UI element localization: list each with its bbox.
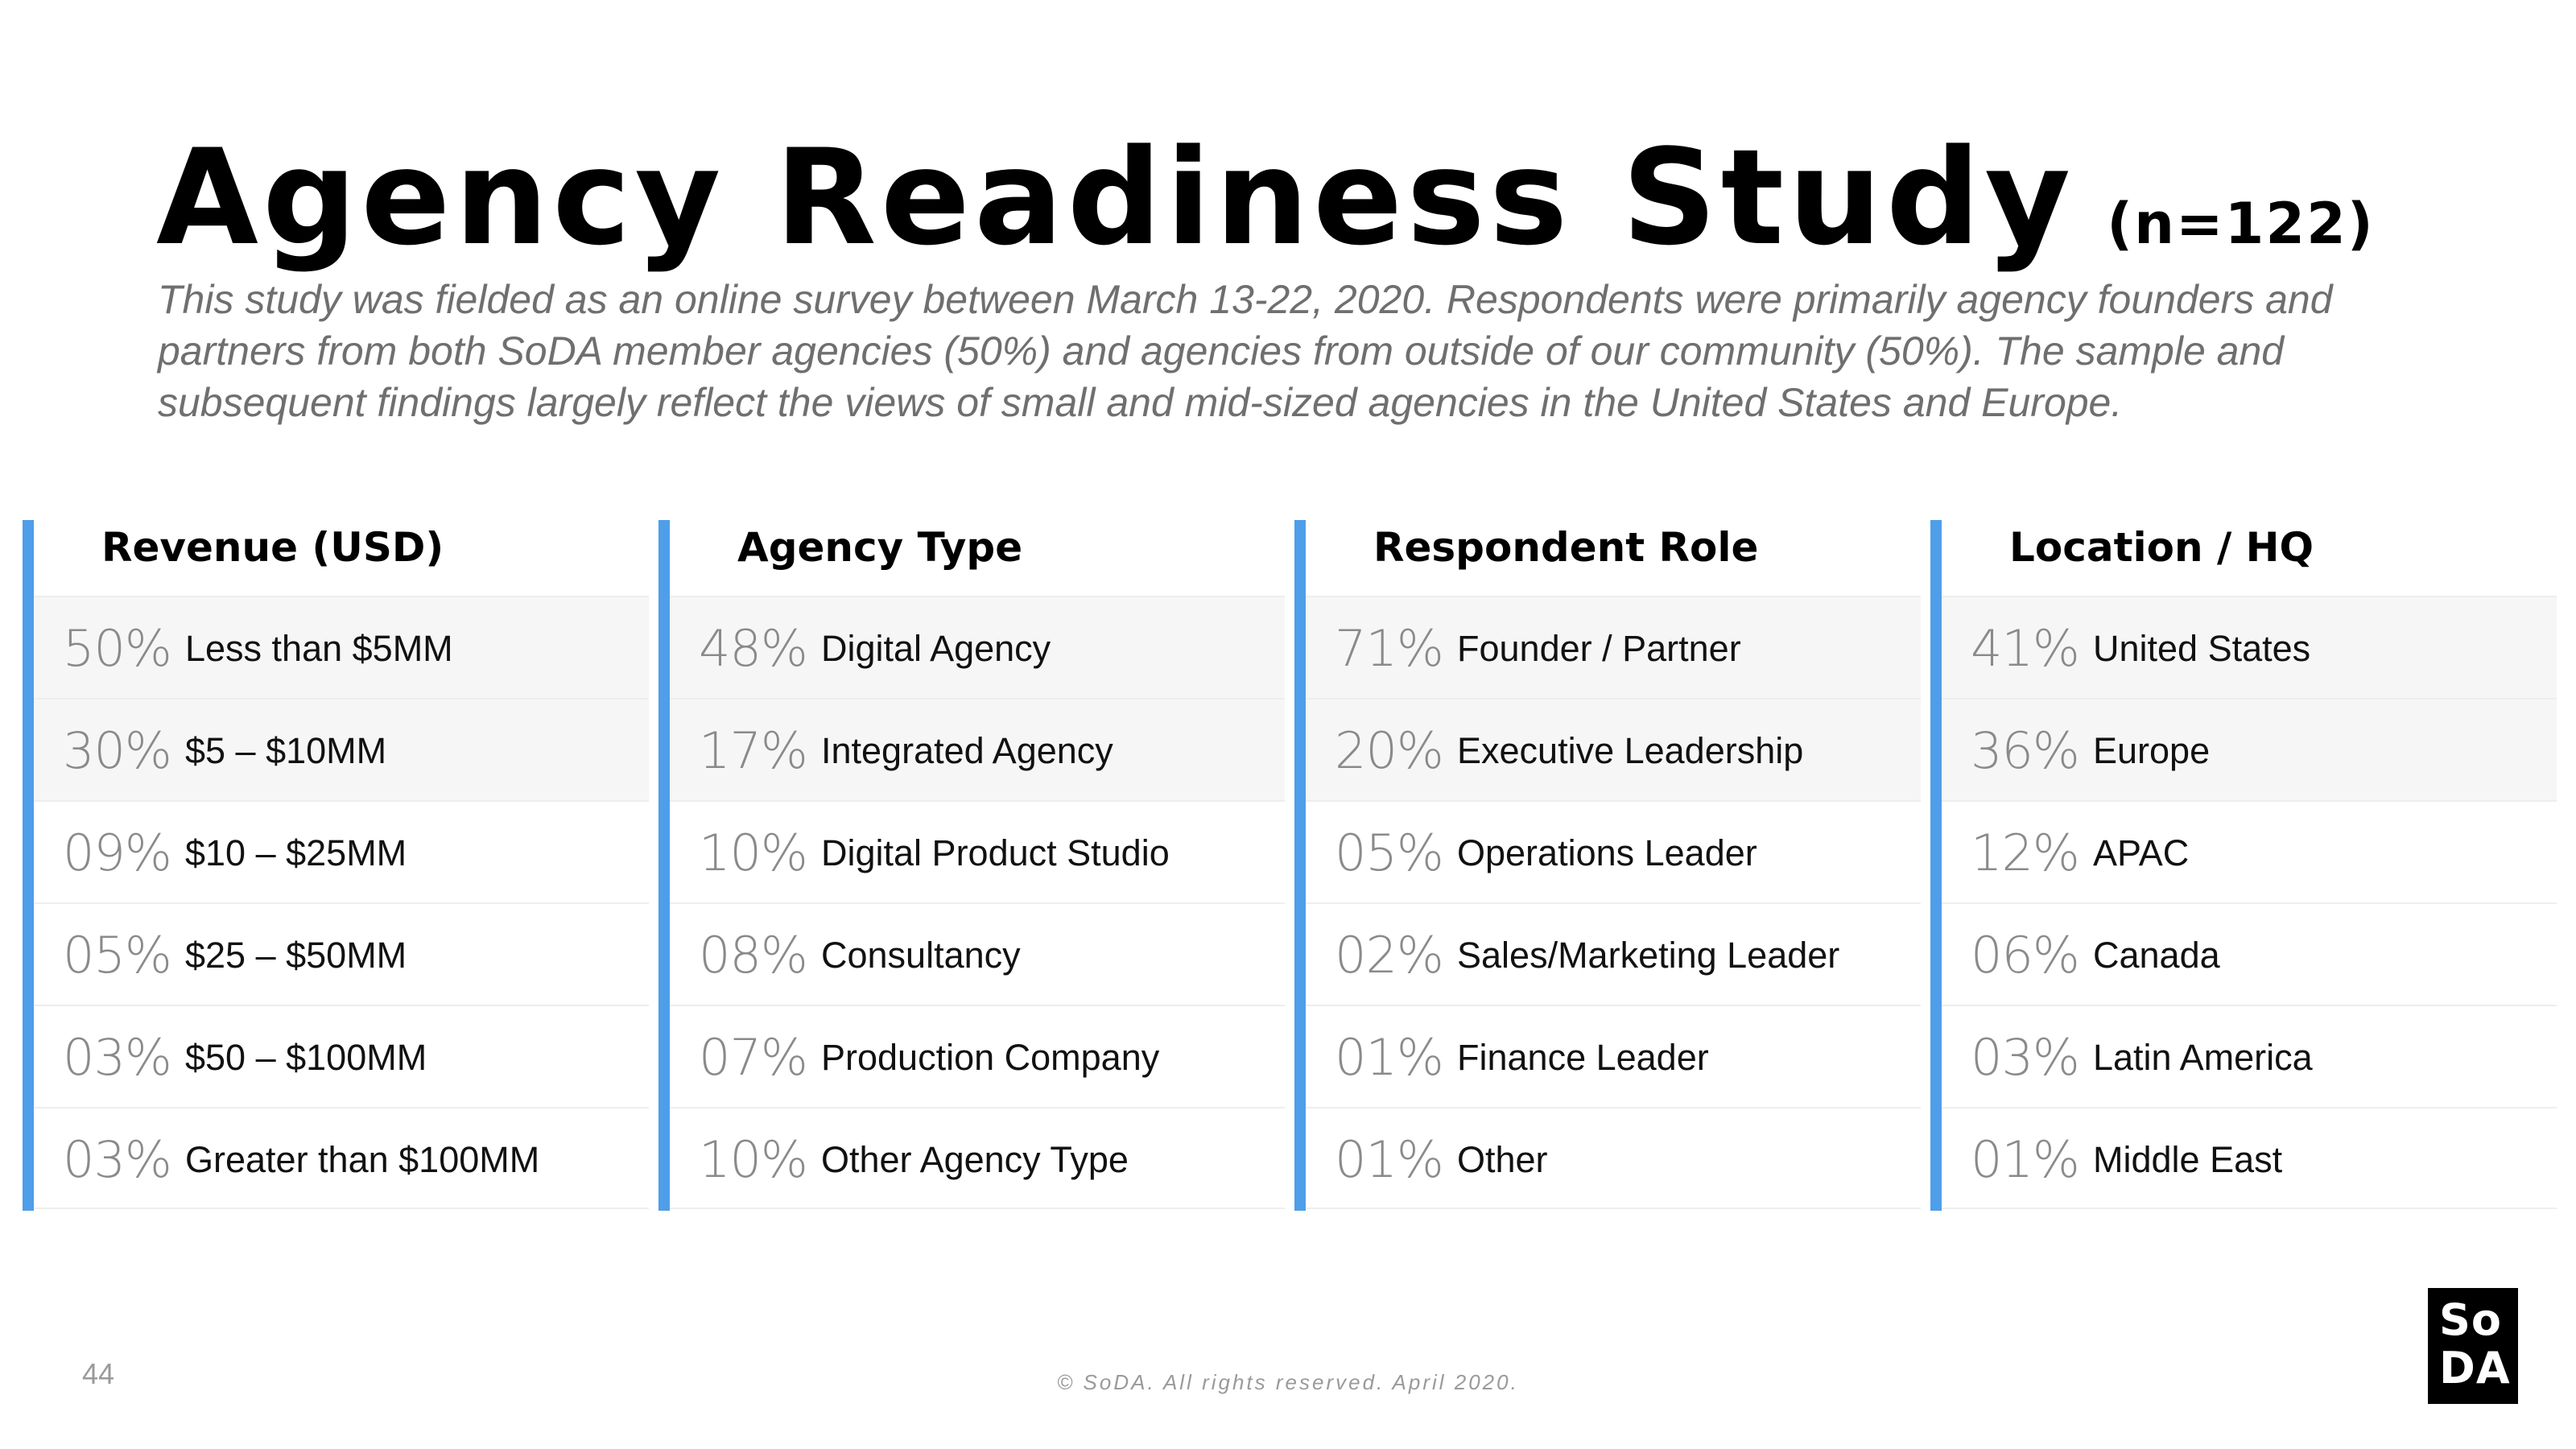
row-list <box>1942 596 2557 1209</box>
row-percent: 30% <box>63 721 171 780</box>
row-label: $10 – $25MM <box>185 832 407 873</box>
row-percent: 01% <box>1971 1130 2079 1189</box>
column-respondent-role <box>1294 520 1921 1211</box>
sample-size: (n=122) <box>2107 191 2375 257</box>
table-row <box>1306 800 1921 902</box>
table-row <box>34 596 649 698</box>
row-label: Digital Product Studio <box>821 832 1170 873</box>
row-label: $25 – $50MM <box>185 935 407 976</box>
table-row <box>34 1107 649 1209</box>
row-percent: 20% <box>1335 721 1443 780</box>
column-header: Respondent Role <box>1373 524 1759 571</box>
column-header: Revenue (USD) <box>101 524 444 571</box>
table-row <box>1306 1107 1921 1209</box>
table-row <box>670 800 1285 902</box>
row-percent: 05% <box>63 926 171 985</box>
row-label: $50 – $100MM <box>185 1037 427 1078</box>
table-row <box>34 800 649 902</box>
row-label: Production Company <box>821 1037 1160 1078</box>
copyright-footer: © SoDA. All rights reserved. April 2020. <box>1057 1370 1519 1394</box>
table-row <box>1942 1005 2557 1107</box>
row-percent: 09% <box>63 824 171 882</box>
logo-line: DA <box>2439 1343 2511 1393</box>
page-number: 44 <box>82 1357 115 1390</box>
row-percent: 03% <box>1971 1028 2079 1087</box>
column-location <box>1930 520 2557 1211</box>
column-agency-type <box>658 520 1285 1211</box>
column-header: Location / HQ <box>2009 524 2314 571</box>
row-percent: 17% <box>699 721 807 780</box>
row-percent: 41% <box>1971 619 2079 678</box>
row-label: Finance Leader <box>1457 1037 1709 1078</box>
row-percent: 03% <box>63 1130 171 1189</box>
table-row <box>1942 800 2557 902</box>
column-header: Agency Type <box>737 524 1023 571</box>
row-label: United States <box>2093 628 2311 669</box>
row-label: Europe <box>2093 730 2211 771</box>
row-label: APAC <box>2093 832 2190 873</box>
row-label: Consultancy <box>821 935 1021 976</box>
row-percent: 48% <box>699 619 807 678</box>
row-percent: 12% <box>1971 824 2079 882</box>
table-row <box>1306 698 1921 800</box>
column-revenue <box>23 520 649 1211</box>
row-label: Other <box>1457 1139 1548 1180</box>
row-list <box>670 596 1285 1209</box>
table-row <box>670 1107 1285 1209</box>
row-percent: 01% <box>1335 1130 1443 1189</box>
title-block <box>156 121 2375 275</box>
row-percent: 36% <box>1971 721 2079 780</box>
table-row <box>34 902 649 1005</box>
table-row <box>670 596 1285 698</box>
table-row <box>1942 1107 2557 1209</box>
row-label: $5 – $10MM <box>185 730 387 771</box>
demographics-table <box>23 520 2566 1211</box>
table-row <box>1942 596 2557 698</box>
row-percent: 50% <box>63 619 171 678</box>
row-label: Founder / Partner <box>1457 628 1741 669</box>
row-label: Integrated Agency <box>821 730 1113 771</box>
table-row <box>1306 902 1921 1005</box>
row-label: Canada <box>2093 935 2220 976</box>
table-row <box>670 698 1285 800</box>
row-percent: 10% <box>699 824 807 882</box>
row-percent: 06% <box>1971 926 2079 985</box>
table-row <box>1306 596 1921 698</box>
row-percent: 03% <box>63 1028 171 1087</box>
row-percent: 01% <box>1335 1028 1443 1087</box>
row-label: Digital Agency <box>821 628 1051 669</box>
study-description: This study was fielded as an online survey between March 13-22, 2020. Respondents were primarily agency founders and partners from both SoDA member agencies (50%) and agencies from outside of our community (50%). The sample and subsequent findings largely reflect the views of small and mid-sized agencies in the United States and Europe. <box>158 277 2333 425</box>
row-percent: 71% <box>1335 619 1443 678</box>
table-row <box>34 698 649 800</box>
row-label: Other Agency Type <box>821 1139 1129 1180</box>
table-row <box>1306 1005 1921 1107</box>
table-row <box>34 1005 649 1107</box>
row-list <box>34 596 649 1209</box>
row-percent: 07% <box>699 1028 807 1087</box>
row-percent: 10% <box>699 1130 807 1189</box>
row-label: Latin America <box>2093 1037 2313 1078</box>
row-list <box>1306 596 1921 1209</box>
table-row <box>670 1005 1285 1107</box>
row-percent: 05% <box>1335 824 1443 882</box>
row-percent: 08% <box>699 926 807 985</box>
logo-line: So <box>2439 1294 2502 1345</box>
row-label: Middle East <box>2093 1139 2283 1180</box>
row-label: Operations Leader <box>1457 832 1757 873</box>
table-row <box>1942 698 2557 800</box>
row-label: Less than $5MM <box>185 628 453 669</box>
row-label: Sales/Marketing Leader <box>1457 935 1840 976</box>
table-row <box>1942 902 2557 1005</box>
page-title: Agency Readiness Study <box>156 121 2075 275</box>
row-label: Executive Leadership <box>1457 730 1804 771</box>
row-percent: 02% <box>1335 926 1443 985</box>
row-label: Greater than $100MM <box>185 1139 540 1180</box>
soda-logo <box>2428 1288 2518 1404</box>
table-row <box>670 902 1285 1005</box>
